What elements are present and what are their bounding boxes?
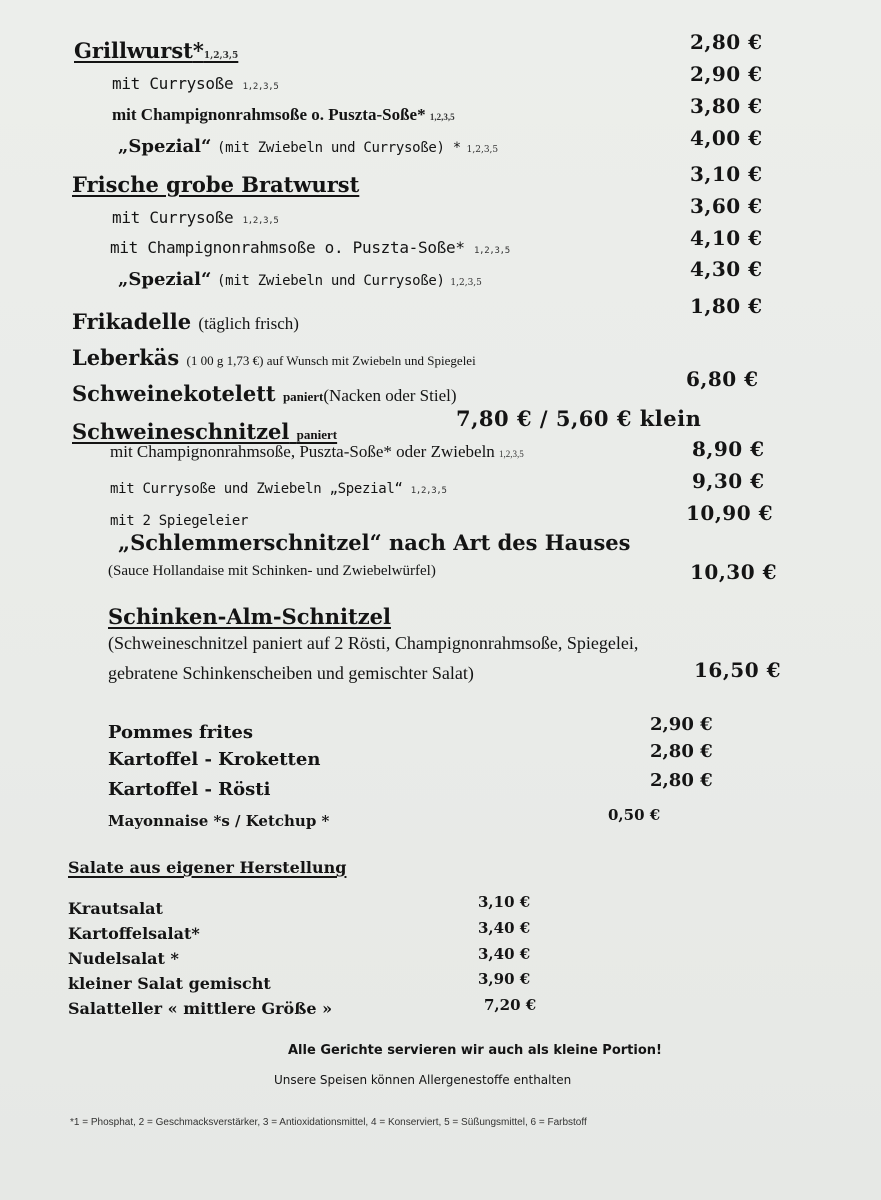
salad-2-price: 3,40 € — [478, 919, 531, 937]
alm-price: 16,50 € — [694, 658, 782, 682]
side-2-price: 2,80 € — [650, 741, 713, 762]
salad-3-price: 3,40 € — [478, 945, 531, 963]
schlemmer-price: 10,30 € — [690, 560, 778, 584]
side-4: Mayonnaise *s / Ketchup * — [108, 812, 330, 830]
schlemmer-note: (Sauce Hollandaise mit Schinken- und Zwiebelwürfel) — [108, 563, 436, 579]
schnitzel-item-3: mit 2 Spiegeleier — [110, 513, 249, 529]
leberkaes-title: Leberkäs (1 00 g 1,73 €) auf Wunsch mit Zwiebeln und Spiegelei — [72, 345, 476, 370]
salad-2: Kartoffelsalat* — [68, 924, 200, 943]
salad-4: kleiner Salat gemischt — [68, 974, 271, 993]
grillwurst-price: 2,80 € — [690, 30, 763, 54]
salad-3: Nudelsalat * — [68, 949, 179, 968]
alm-title: Schinken-Alm-Schnitzel — [108, 604, 391, 629]
kotelett-price: 6,80 € — [686, 367, 759, 391]
side-3: Kartoffel - Rösti — [108, 779, 271, 800]
bratwurst-item-3-price: 4,30 € — [690, 257, 763, 281]
bratwurst-item-3: „Spezial“ (mit Zwiebeln und Currysoße) 1,2,3,5 — [118, 269, 482, 290]
schnitzel-item-1-price: 8,90 € — [692, 437, 765, 461]
schlemmer-title: „Schlemmerschnitzel“ nach Art des Hauses — [118, 530, 631, 555]
frikadelle-price: 1,80 € — [690, 294, 763, 318]
note-small-portion: Alle Gerichte servieren wir auch als kleine Portion! — [288, 1043, 662, 1058]
salad-1-price: 3,10 € — [478, 893, 531, 911]
footnote-additives: *1 = Phosphat, 2 = Geschmacksverstärker, 3 = Antioxidationsmittel, 4 = Konserviert, 5 = Süßungsmittel, 6 = Farbstoff — [70, 1117, 587, 1128]
salad-5: Salatteller « mittlere Größe » — [68, 999, 333, 1018]
schnitzel-title: Schweineschnitzel paniert — [72, 419, 338, 444]
side-1: Pommes frites — [108, 722, 253, 743]
grillwurst-title: Grillwurst*1,2,3,5 — [74, 38, 239, 63]
schnitzel-item-2-price: 9,30 € — [692, 469, 765, 493]
grillwurst-item-2: mit Champignonrahmsoße o. Puszta-Soße* 1,2,3,5 — [112, 105, 455, 124]
side-4-price: 0,50 € — [608, 806, 661, 824]
side-2: Kartoffel - Kroketten — [108, 749, 321, 770]
salad-4-price: 3,90 € — [478, 970, 531, 988]
bratwurst-price: 3,10 € — [690, 162, 763, 186]
schnitzel-price: 7,80 € / 5,60 € klein — [456, 406, 702, 431]
grillwurst-item-1: mit Currysoße 1,2,3,5 — [112, 74, 279, 93]
bratwurst-item-1-price: 3,60 € — [690, 194, 763, 218]
alm-desc-line1: (Schweineschnitzel paniert auf 2 Rösti, Champignonrahmsoße, Spiegelei, — [108, 633, 639, 653]
schnitzel-item-3-price: 10,90 € — [686, 501, 774, 525]
grillwurst-item-2-price: 3,80 € — [690, 94, 763, 118]
alm-desc-line2: gebratene Schinkenscheiben und gemischter Salat) — [108, 663, 474, 683]
kotelett-title: Schweinekotelett paniert(Nacken oder Stiel) — [72, 381, 457, 406]
bratwurst-item-2: mit Champignonrahmsoße o. Puszta-Soße* 1,2,3,5 — [110, 238, 510, 257]
salads-title: Salate aus eigener Herstellung — [68, 858, 347, 877]
salad-1: Krautsalat — [68, 899, 163, 918]
bratwurst-item-1: mit Currysoße 1,2,3,5 — [112, 208, 279, 227]
side-3-price: 2,80 € — [650, 770, 713, 791]
salad-5-price: 7,20 € — [484, 996, 537, 1014]
frikadelle-title: Frikadelle (täglich frisch) — [72, 309, 299, 334]
grillwurst-item-1-price: 2,90 € — [690, 62, 763, 86]
schnitzel-item-1: mit Champignonrahmsoße, Puszta-Soße* oder Zwiebeln 1,2,3,5 — [110, 442, 524, 461]
grillwurst-item-3-price: 4,00 € — [690, 126, 763, 150]
bratwurst-item-2-price: 4,10 € — [690, 226, 763, 250]
grillwurst-item-3: „Spezial“ (mit Zwiebeln und Currysoße) * 1,2,3,5 — [118, 136, 499, 157]
note-allergens: Unsere Speisen können Allergenestoffe enthalten — [274, 1073, 572, 1087]
schnitzel-item-2: mit Currysoße und Zwiebeln „Spezial“ 1,2,3,5 — [110, 481, 447, 497]
side-1-price: 2,90 € — [650, 714, 713, 735]
bratwurst-title: Frische grobe Bratwurst — [72, 172, 360, 197]
